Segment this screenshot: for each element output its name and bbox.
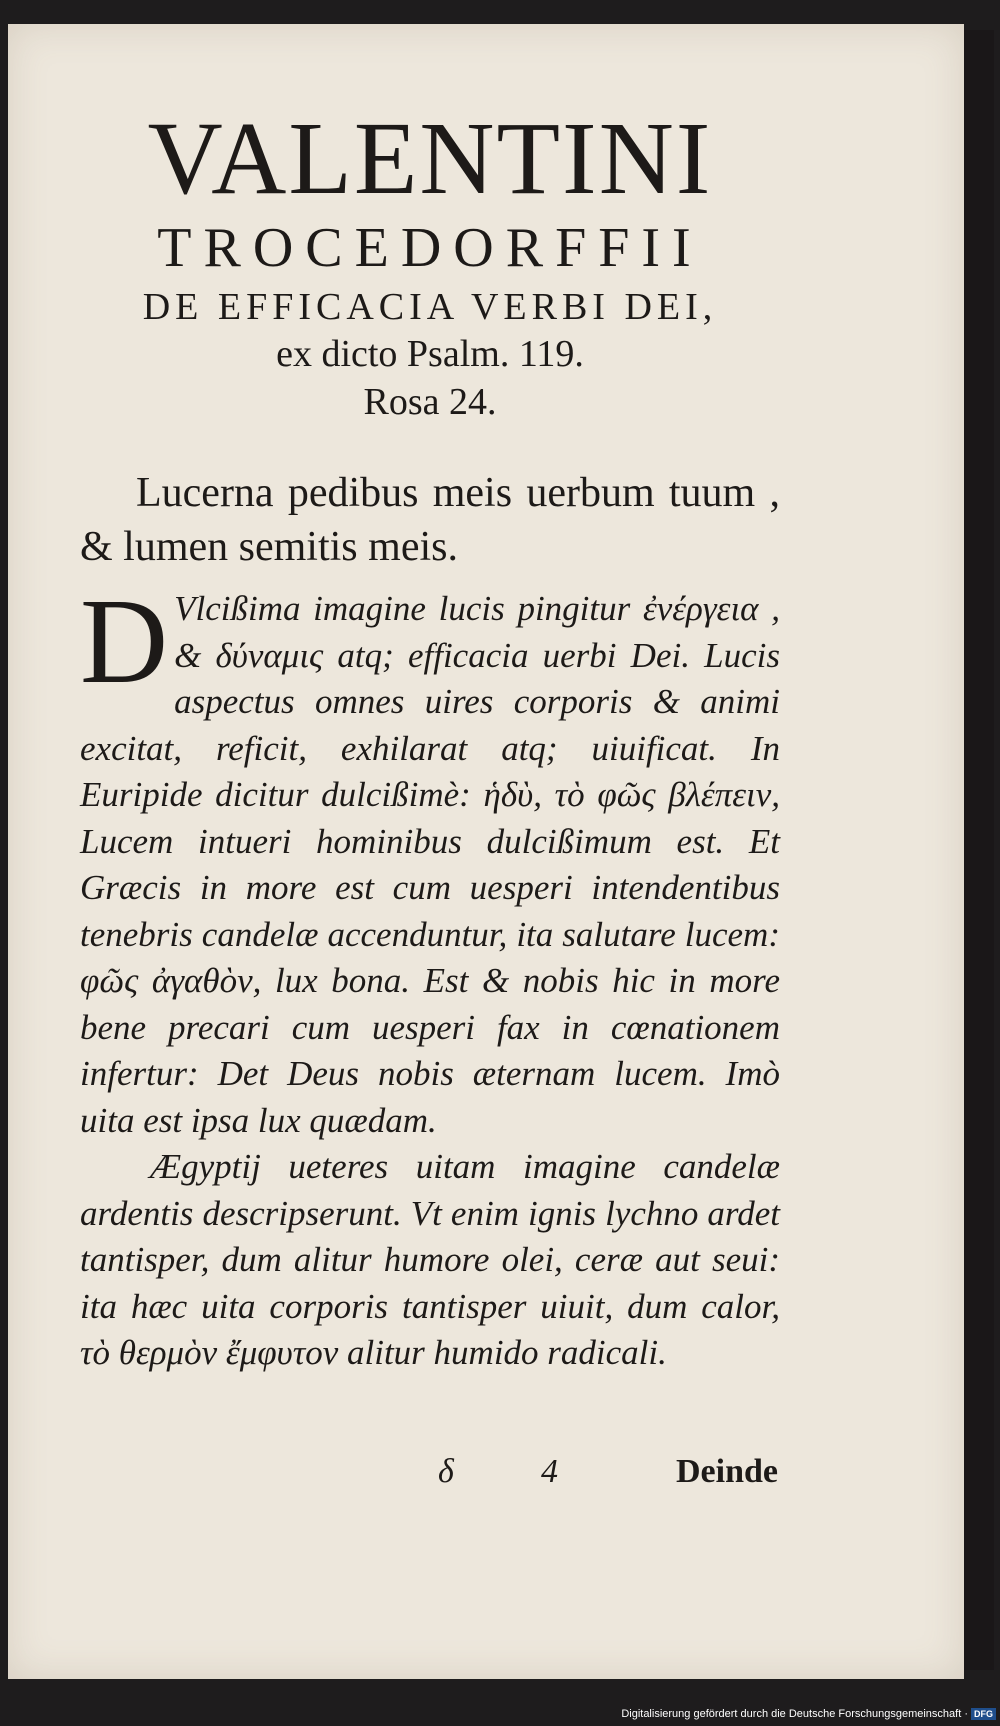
digitization-credit	[621, 1708, 996, 1720]
dfg-logo-icon: DFG	[971, 1708, 996, 1720]
catchword: Deinde	[676, 1453, 778, 1490]
title-subject: DE EFFICACIA VERBI DEI,	[142, 286, 718, 328]
title-author-first: VALENTINI	[147, 101, 713, 216]
signature-letter: δ	[438, 1453, 454, 1490]
title-rosa: Rosa 24.	[363, 381, 497, 423]
paragraph-1-text: Vlcißima imagine lucis pingitur ἐνέργεια , & δύναμις atq; efficacia uerbi Dei. Lucis aspectus omnes uires corporis & animi excitat, reficit, exhilarat atq; uiuificat. In Euripide dicitur dulcißimè: ἡδὺ, τὸ φῶς βλέπειν, Lucem intueri hominibus dulcißimum est. Et Græcis in more est cum uesperi intendentibus tenebris candelæ accenduntur, ita salutare lucem: φῶς ἀγαθὸν, lux bona. Est & nobis hic in more bene precari cum uesperi fax in cœnationem infertur: Det Deus nobis æternam lucem. Imò uita est ipsa lux quædam.	[80, 589, 780, 1140]
paragraph-1	[80, 574, 780, 1144]
credit-text: Digitalisierung gefördert durch die Deutsche Forschungsgemeinschaft ·	[621, 1708, 968, 1720]
page-edge	[964, 30, 994, 1670]
body-text	[80, 574, 780, 1377]
text-block	[80, 101, 780, 1377]
title-author-last: TROCEDORFFII	[157, 217, 703, 279]
drop-cap: D	[80, 574, 169, 709]
book-page	[8, 24, 964, 1679]
scripture-verse: Lucerna pedibus meis uerbum tuum , & lumen semitis meis.	[80, 470, 780, 570]
signature-number: 4	[541, 1453, 558, 1490]
title-source: ex dicto Psalm. 119.	[276, 333, 584, 375]
paragraph-2: Ægyptij ueteres uitam imagine candelæ ardentis descripserunt. Vt enim ignis lychno ardet tantisper, dum alitur humore olei, ceræ aut seui: ita hæc uita corporis tantisper uiuit, dum calor, τὸ θερμὸν ἔμφυτον alitur humido radicali.	[80, 1147, 780, 1372]
page-footer	[438, 1452, 778, 1492]
signature-mark	[438, 1452, 558, 1492]
